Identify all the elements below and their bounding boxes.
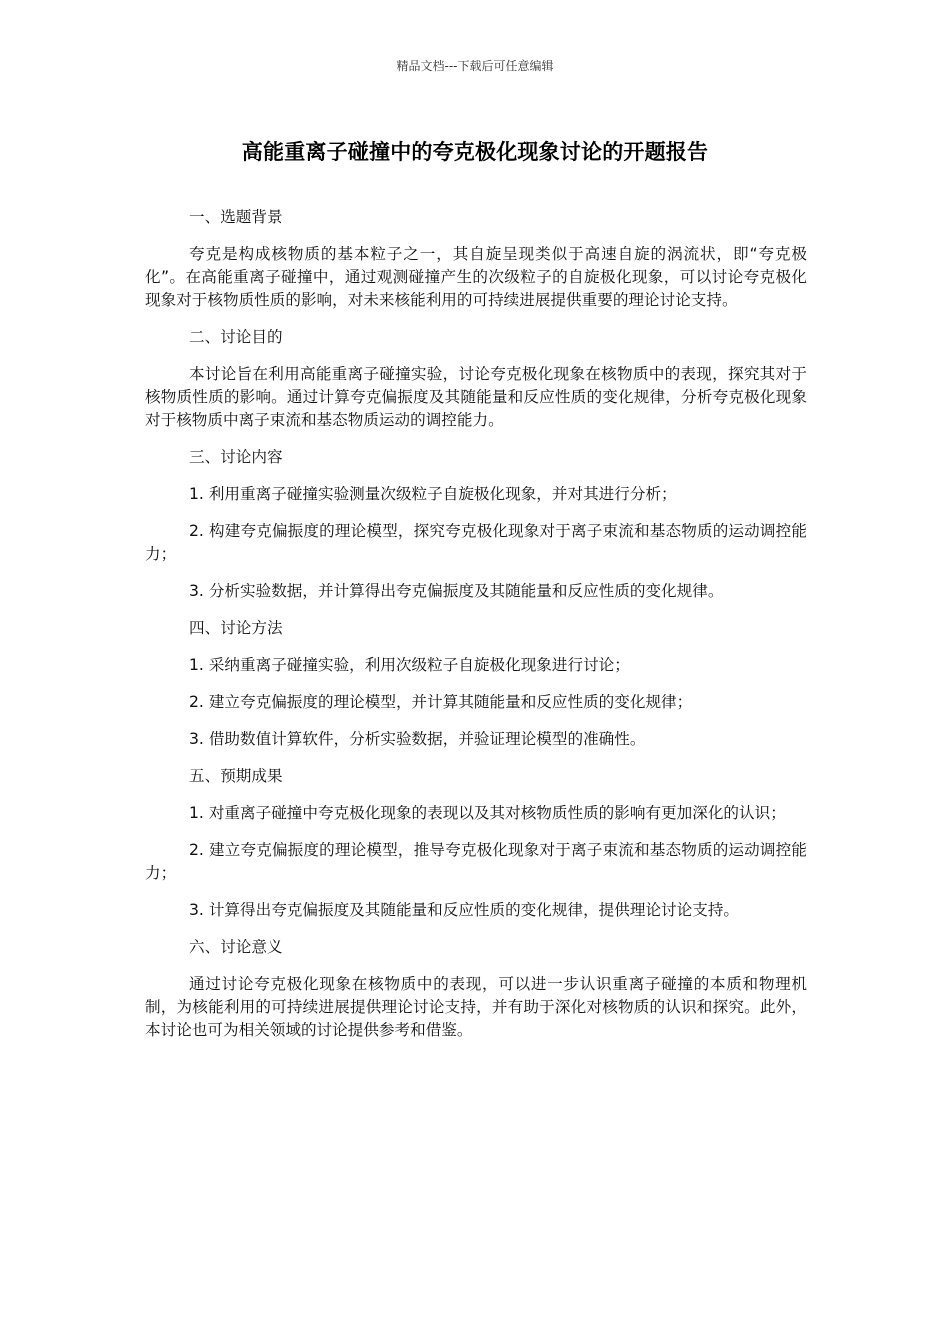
list-item: 3. 计算得出夸克偏振度及其随能量和反应性质的变化规律，提供理论讨论支持。 (189, 901, 740, 919)
section-heading-content: 三、讨论内容 (189, 448, 283, 466)
section-heading-method: 四、讨论方法 (189, 619, 283, 637)
list-item: 3. 分析实验数据，并计算得出夸克偏振度及其随能量和反应性质的变化规律。 (189, 582, 724, 600)
list-item: 2. 建立夸克偏振度的理论模型，并计算其随能量和反应性质的变化规律； (189, 693, 693, 711)
paragraph: 通过讨论夸克极化现象在核物质中的表现，可以进一步认识重离子碰撞的本质和物理机制，为核能利用的可持续进展提供理论讨论支持，并有助于深化对核物质的认识和探究。此外，本讨论也可为相关领域的讨论提供参考和借鉴。 (145, 975, 807, 1039)
section-heading-expected-results: 五、预期成果 (189, 767, 283, 785)
document-body (145, 206, 807, 1056)
list-item: 1. 利用重离子碰撞实验测量次级粒子自旋极化现象，并对其进行分析； (189, 485, 677, 503)
list-item: 2. 建立夸克偏振度的理论模型，推导夸克极化现象对于离子束流和基态物质的运动调控能力； (145, 841, 807, 882)
list-item: 3. 借助数值计算软件，分析实验数据，并验证理论模型的准确性。 (189, 730, 646, 748)
list-item: 1. 对重离子碰撞中夸克极化现象的表现以及其对核物质性质的影响有更加深化的认识； (189, 804, 786, 822)
section-heading-background: 一、选题背景 (189, 208, 283, 226)
page-header: 精品文档---下载后可任意编辑 (396, 59, 554, 73)
section-heading-purpose: 二、讨论目的 (189, 328, 283, 346)
document-title: 高能重离子碰撞中的夸克极化现象讨论的开题报告 (241, 140, 709, 164)
paragraph: 本讨论旨在利用高能重离子碰撞实验，讨论夸克极化现象在核物质中的表现，探究其对于核物质性质的影响。通过计算夸克偏振度及其随能量和反应性质的变化规律，分析夸克极化现象对于核物质中离子束流和基态物质运动的调控能力。 (145, 365, 807, 429)
list-item: 2. 构建夸克偏振度的理论模型，探究夸克极化现象对于离子束流和基态物质的运动调控能力； (145, 522, 807, 563)
paragraph: 夸克是构成核物质的基本粒子之一，其自旋呈现类似于高速自旋的涡流状，即“夸克极化”。在高能重离子碰撞中，通过观测碰撞产生的次级粒子的自旋极化现象，可以讨论夸克极化现象对于核物质性质的影响，对未来核能利用的可持续进展提供重要的理论讨论支持。 (145, 245, 807, 309)
list-item: 1. 采纳重离子碰撞实验，利用次级粒子自旋极化现象进行讨论； (189, 656, 630, 674)
section-heading-significance: 六、讨论意义 (189, 938, 283, 956)
